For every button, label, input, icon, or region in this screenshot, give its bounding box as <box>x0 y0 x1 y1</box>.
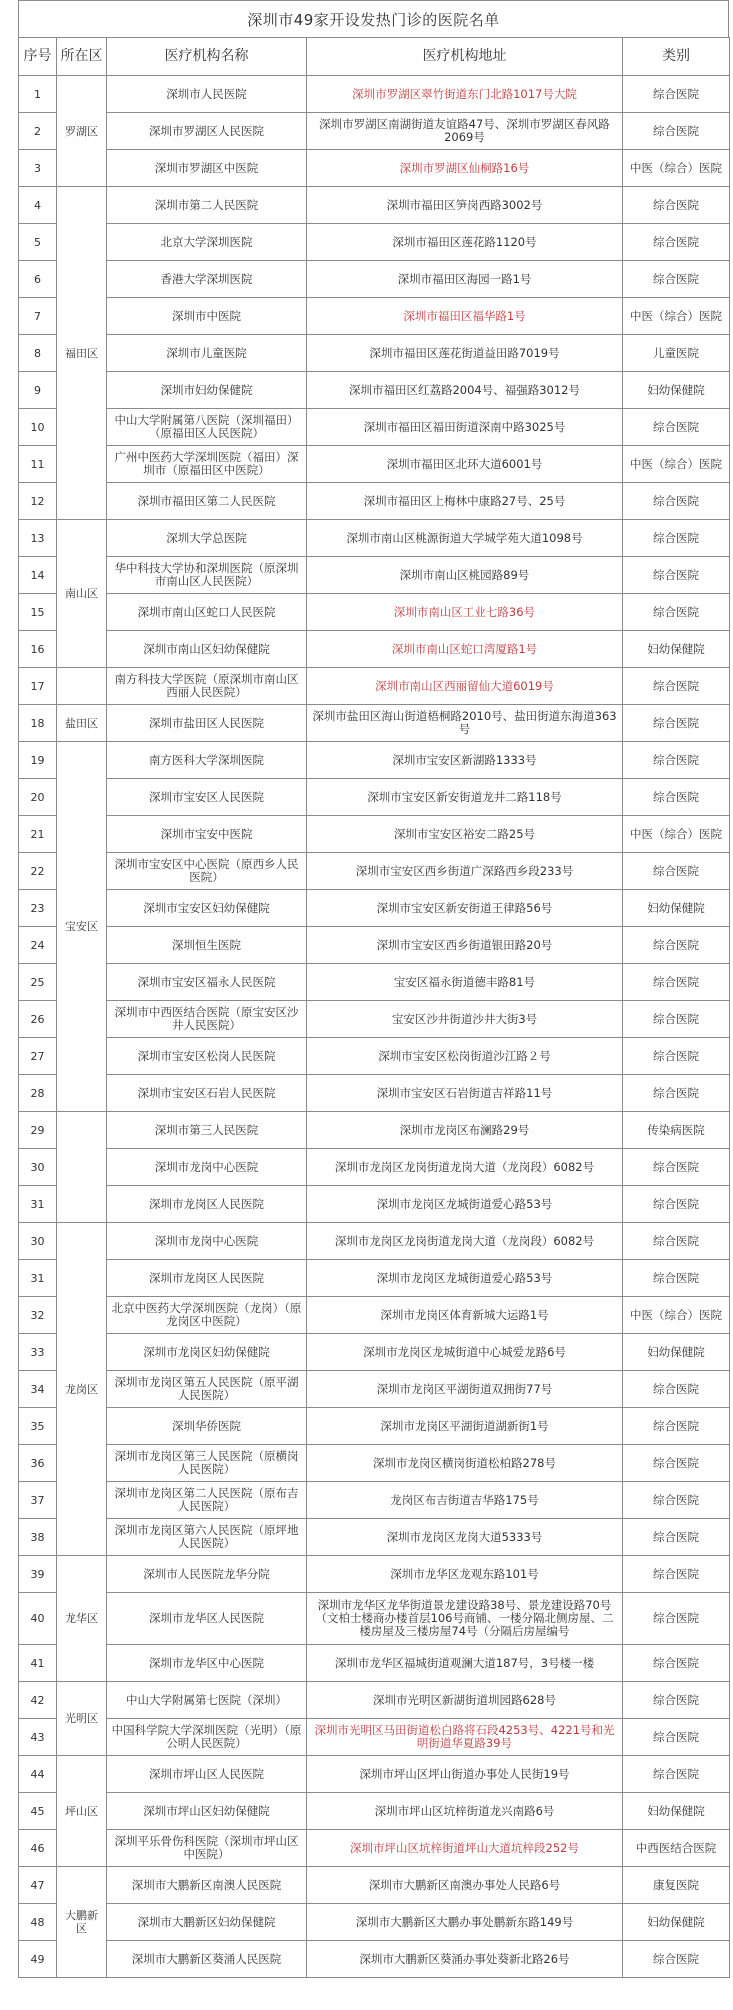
table-row <box>19 742 730 779</box>
table-row <box>19 964 730 1001</box>
cell-category: 综合医院 <box>623 1408 730 1445</box>
cell-hospital-address: 深圳市龙岗区龙城街道爱心路53号 <box>307 1260 623 1297</box>
page-title: 深圳市49家开设发热门诊的医院名单 <box>18 0 729 37</box>
cell-district: 龙华区 <box>57 1556 107 1682</box>
cell-hospital-name: 深圳平乐骨伤科医院（深圳市坪山区中医院） <box>107 1830 307 1867</box>
cell-hospital-address: 深圳市南山区工业七路36号 <box>307 594 623 631</box>
cell-hospital-name: 深圳市宝安区石岩人民医院 <box>107 1075 307 1112</box>
cell-hospital-name: 深圳市坪山区妇幼保健院 <box>107 1793 307 1830</box>
cell-category: 综合医院 <box>623 1001 730 1038</box>
cell-seq: 30 <box>19 1149 57 1186</box>
cell-category: 妇幼保健院 <box>623 890 730 927</box>
cell-category: 综合医院 <box>623 1075 730 1112</box>
cell-hospital-address: 深圳市南山区蛇口湾厦路1号 <box>307 631 623 668</box>
cell-seq: 49 <box>19 1941 57 1978</box>
cell-hospital-address: 深圳市福田区红荔路2004号、福强路3012号 <box>307 372 623 409</box>
cell-hospital-address: 深圳市龙华区福城街道观澜大道187号，3号楼一楼 <box>307 1645 623 1682</box>
cell-seq: 20 <box>19 779 57 816</box>
table-row <box>19 1186 730 1223</box>
table-row <box>19 1297 730 1334</box>
cell-category: 综合医院 <box>623 1756 730 1793</box>
cell-seq: 15 <box>19 594 57 631</box>
cell-category: 综合医院 <box>623 1682 730 1719</box>
cell-hospital-name: 深圳市大鹏新区葵涌人民医院 <box>107 1941 307 1978</box>
cell-category: 妇幼保健院 <box>623 1334 730 1371</box>
cell-district: 龙岗区 <box>57 1223 107 1556</box>
cell-seq: 23 <box>19 890 57 927</box>
table-header-row <box>19 38 730 76</box>
cell-seq: 8 <box>19 335 57 372</box>
cell-hospital-address: 深圳市福田区上梅林中康路27号、25号 <box>307 483 623 520</box>
cell-category: 中医（综合）医院 <box>623 816 730 853</box>
cell-hospital-address: 深圳市宝安区石岩街道吉祥路11号 <box>307 1075 623 1112</box>
cell-hospital-address: 深圳市福田区莲花街道益田路7019号 <box>307 335 623 372</box>
table-row <box>19 1756 730 1793</box>
cell-hospital-address: 深圳市罗湖区翠竹街道东门北路1017号大院 <box>307 76 623 113</box>
cell-seq: 39 <box>19 1556 57 1593</box>
cell-seq: 44 <box>19 1756 57 1793</box>
cell-seq: 36 <box>19 1445 57 1482</box>
cell-category: 综合医院 <box>623 224 730 261</box>
table-row <box>19 1904 730 1941</box>
cell-seq: 11 <box>19 446 57 483</box>
cell-hospital-name: 华中科技大学协和深圳医院（原深圳市南山区人民医院） <box>107 557 307 594</box>
cell-seq: 12 <box>19 483 57 520</box>
cell-category: 综合医院 <box>623 668 730 705</box>
table-row <box>19 853 730 890</box>
cell-hospital-address: 宝安区福永街道德丰路81号 <box>307 964 623 1001</box>
table-row <box>19 1149 730 1186</box>
cell-category: 综合医院 <box>623 76 730 113</box>
cell-hospital-address: 深圳市罗湖区南湖街道友谊路47号、深圳市罗湖区春风路2069号 <box>307 113 623 150</box>
cell-hospital-address: 深圳市宝安区新湖路1333号 <box>307 742 623 779</box>
cell-hospital-name: 深圳市南山区妇幼保健院 <box>107 631 307 668</box>
cell-category: 妇幼保健院 <box>623 1793 730 1830</box>
table-row <box>19 1645 730 1682</box>
cell-hospital-name: 深圳恒生医院 <box>107 927 307 964</box>
table-row <box>19 816 730 853</box>
cell-hospital-address: 深圳市龙岗区平湖街道双拥街77号 <box>307 1371 623 1408</box>
header-seq: 序号 <box>19 38 57 76</box>
table-row <box>19 298 730 335</box>
cell-category: 综合医院 <box>623 1645 730 1682</box>
cell-district: 福田区 <box>57 187 107 520</box>
cell-seq: 22 <box>19 853 57 890</box>
table-row <box>19 446 730 483</box>
cell-seq: 6 <box>19 261 57 298</box>
cell-seq: 27 <box>19 1038 57 1075</box>
cell-hospital-name: 深圳市罗湖区人民医院 <box>107 113 307 150</box>
cell-hospital-name: 香港大学深圳医院 <box>107 261 307 298</box>
cell-hospital-name: 深圳市中医院 <box>107 298 307 335</box>
cell-category: 综合医院 <box>623 261 730 298</box>
table-row <box>19 1334 730 1371</box>
table-row <box>19 1408 730 1445</box>
cell-category: 综合医院 <box>623 1593 730 1645</box>
cell-hospital-name: 深圳市龙岗区第五人民医院（原平湖人民医院） <box>107 1371 307 1408</box>
cell-category: 综合医院 <box>623 113 730 150</box>
cell-hospital-address: 深圳市光明区马田街道松白路将石段4253号、4221号和光明街道华夏路39号 <box>307 1719 623 1756</box>
table-row <box>19 594 730 631</box>
table-row <box>19 483 730 520</box>
cell-hospital-name: 南方科技大学医院（原深圳市南山区西丽人民医院） <box>107 668 307 705</box>
cell-seq: 29 <box>19 1112 57 1149</box>
cell-category: 综合医院 <box>623 705 730 742</box>
cell-seq: 47 <box>19 1867 57 1904</box>
cell-district: 南山区 <box>57 520 107 668</box>
cell-hospital-name: 深圳市龙岗区第三人民医院（原横岗人民医院） <box>107 1445 307 1482</box>
cell-category: 综合医院 <box>623 520 730 557</box>
cell-hospital-name: 深圳市龙岗中心医院 <box>107 1149 307 1186</box>
cell-seq: 28 <box>19 1075 57 1112</box>
cell-hospital-name: 中山大学附属第七医院（深圳） <box>107 1682 307 1719</box>
cell-seq: 32 <box>19 1297 57 1334</box>
table-row <box>19 1830 730 1867</box>
cell-category: 综合医院 <box>623 594 730 631</box>
table-row <box>19 705 730 742</box>
cell-category: 综合医院 <box>623 1556 730 1593</box>
cell-hospital-address: 深圳市龙华区龙观东路101号 <box>307 1556 623 1593</box>
cell-category: 中医（综合）医院 <box>623 150 730 187</box>
cell-hospital-address: 深圳市南山区桃源街道大学城学苑大道1098号 <box>307 520 623 557</box>
cell-hospital-address: 深圳市坪山区坑梓街道龙兴南路6号 <box>307 1793 623 1830</box>
cell-hospital-name: 中国科学院大学深圳医院（光明）（原公明人民医院） <box>107 1719 307 1756</box>
cell-seq: 31 <box>19 1260 57 1297</box>
cell-hospital-address: 深圳市宝安区西乡街道广深路西乡段233号 <box>307 853 623 890</box>
cell-hospital-name: 深圳华侨医院 <box>107 1408 307 1445</box>
table-row <box>19 520 730 557</box>
cell-hospital-name: 北京大学深圳医院 <box>107 224 307 261</box>
cell-seq: 14 <box>19 557 57 594</box>
table-row <box>19 1719 730 1756</box>
cell-hospital-name: 深圳市大鹏新区妇幼保健院 <box>107 1904 307 1941</box>
cell-hospital-address: 深圳市福田区海园一路1号 <box>307 261 623 298</box>
cell-category: 中医（综合）医院 <box>623 446 730 483</box>
cell-category: 综合医院 <box>623 1941 730 1978</box>
table-row <box>19 1223 730 1260</box>
cell-district: 盐田区 <box>57 705 107 742</box>
cell-category: 综合医院 <box>623 483 730 520</box>
cell-hospital-address: 深圳市福田区福田街道深南中路3025号 <box>307 409 623 446</box>
cell-category: 综合医院 <box>623 1149 730 1186</box>
table-row <box>19 409 730 446</box>
cell-hospital-name: 深圳市中西医结合医院（原宝安区沙井人民医院） <box>107 1001 307 1038</box>
cell-hospital-name: 深圳市福田区第二人民医院 <box>107 483 307 520</box>
table-row <box>19 335 730 372</box>
cell-hospital-name: 深圳市宝安区福永人民医院 <box>107 964 307 1001</box>
cell-hospital-address: 深圳市大鹏新区南澳办事处人民路6号 <box>307 1867 623 1904</box>
cell-hospital-address: 深圳市宝安区裕安二路25号 <box>307 816 623 853</box>
cell-seq: 26 <box>19 1001 57 1038</box>
cell-hospital-address: 深圳市龙岗区龙岗街道龙岗大道（龙岗段）6082号 <box>307 1223 623 1260</box>
cell-seq: 33 <box>19 1334 57 1371</box>
cell-hospital-name: 深圳市宝安中医院 <box>107 816 307 853</box>
cell-seq: 45 <box>19 1793 57 1830</box>
table-row <box>19 890 730 927</box>
table-row <box>19 631 730 668</box>
cell-category: 综合医院 <box>623 1371 730 1408</box>
cell-hospital-address: 深圳市盐田区海山街道梧桐路2010号、盐田街道东海道363号 <box>307 705 623 742</box>
table-row <box>19 1371 730 1408</box>
cell-category: 中医（综合）医院 <box>623 1297 730 1334</box>
cell-hospital-address: 深圳市福田区福华路1号 <box>307 298 623 335</box>
cell-hospital-address: 宝安区沙井街道沙井大街3号 <box>307 1001 623 1038</box>
cell-hospital-name: 深圳市第三人民医院 <box>107 1112 307 1149</box>
cell-seq: 30 <box>19 1223 57 1260</box>
cell-hospital-name: 广州中医药大学深圳医院（福田）深圳市（原福田区中医院） <box>107 446 307 483</box>
cell-category: 妇幼保健院 <box>623 631 730 668</box>
cell-seq: 2 <box>19 113 57 150</box>
cell-category: 综合医院 <box>623 1223 730 1260</box>
cell-hospital-address: 深圳市宝安区新安街道龙井二路118号 <box>307 779 623 816</box>
table-row <box>19 372 730 409</box>
header-address: 医疗机构地址 <box>307 38 623 76</box>
cell-hospital-address: 深圳市龙岗区龙城街道中心城爱龙路6号 <box>307 1334 623 1371</box>
cell-hospital-name: 深圳市第二人民医院 <box>107 187 307 224</box>
cell-category: 妇幼保健院 <box>623 1904 730 1941</box>
cell-hospital-name: 深圳市宝安区人民医院 <box>107 779 307 816</box>
table-row <box>19 779 730 816</box>
cell-hospital-name: 深圳市龙岗区第二人民医院（原布吉人民医院） <box>107 1482 307 1519</box>
table-row <box>19 1556 730 1593</box>
cell-hospital-address: 深圳市大鹏新区大鹏办事处鹏新东路149号 <box>307 1904 623 1941</box>
table-row <box>19 1001 730 1038</box>
cell-hospital-address: 深圳市坪山区坑梓街道坪山大道坑梓段252号 <box>307 1830 623 1867</box>
cell-district: 大鹏新区 <box>57 1867 107 1978</box>
table-row <box>19 1867 730 1904</box>
cell-seq: 13 <box>19 520 57 557</box>
cell-hospital-name: 深圳市宝安区松岗人民医院 <box>107 1038 307 1075</box>
cell-hospital-address: 深圳市宝安区松岗街道沙江路２号 <box>307 1038 623 1075</box>
cell-seq: 1 <box>19 76 57 113</box>
cell-hospital-address: 深圳市福田区莲花路1120号 <box>307 224 623 261</box>
cell-seq: 5 <box>19 224 57 261</box>
table-row <box>19 1112 730 1149</box>
cell-hospital-name: 深圳市大鹏新区南澳人民医院 <box>107 1867 307 1904</box>
cell-district: 坪山区 <box>57 1756 107 1867</box>
cell-category: 综合医院 <box>623 1260 730 1297</box>
cell-seq: 10 <box>19 409 57 446</box>
cell-category: 综合医院 <box>623 742 730 779</box>
cell-category: 综合医院 <box>623 557 730 594</box>
cell-category: 中医（综合）医院 <box>623 298 730 335</box>
cell-category: 儿童医院 <box>623 335 730 372</box>
cell-hospital-address: 深圳市龙岗区体育新城大运路1号 <box>307 1297 623 1334</box>
cell-hospital-address: 深圳市大鹏新区葵涌办事处葵新北路26号 <box>307 1941 623 1978</box>
cell-seq: 16 <box>19 631 57 668</box>
cell-hospital-address: 深圳市南山区西丽留仙大道6019号 <box>307 668 623 705</box>
header-name: 医疗机构名称 <box>107 38 307 76</box>
table-row <box>19 1075 730 1112</box>
cell-hospital-address: 深圳市龙岗区平湖街道湖新街1号 <box>307 1408 623 1445</box>
cell-seq: 43 <box>19 1719 57 1756</box>
cell-category: 传染病医院 <box>623 1112 730 1149</box>
cell-category: 综合医院 <box>623 1445 730 1482</box>
cell-seq: 21 <box>19 816 57 853</box>
cell-seq: 42 <box>19 1682 57 1719</box>
cell-hospital-name: 深圳市人民医院龙华分院 <box>107 1556 307 1593</box>
cell-category: 综合医院 <box>623 1482 730 1519</box>
cell-seq: 3 <box>19 150 57 187</box>
cell-hospital-name: 深圳市龙岗区第六人民医院（原坪地人民医院） <box>107 1519 307 1556</box>
cell-district: 光明区 <box>57 1682 107 1756</box>
header-category: 类别 <box>623 38 730 76</box>
cell-category: 综合医院 <box>623 1038 730 1075</box>
table-row <box>19 1593 730 1645</box>
cell-hospital-address: 深圳市龙岗区横岗街道松柏路278号 <box>307 1445 623 1482</box>
cell-seq: 18 <box>19 705 57 742</box>
cell-seq: 37 <box>19 1482 57 1519</box>
cell-hospital-name: 深圳市妇幼保健院 <box>107 372 307 409</box>
table-row <box>19 1519 730 1556</box>
cell-seq: 17 <box>19 668 57 705</box>
cell-hospital-address: 深圳市坪山区坪山街道办事处人民街19号 <box>307 1756 623 1793</box>
cell-category: 综合医院 <box>623 853 730 890</box>
cell-seq: 46 <box>19 1830 57 1867</box>
cell-hospital-name: 深圳市儿童医院 <box>107 335 307 372</box>
table-row <box>19 927 730 964</box>
cell-seq: 41 <box>19 1645 57 1682</box>
cell-category: 妇幼保健院 <box>623 372 730 409</box>
table-row <box>19 1038 730 1075</box>
cell-category: 中西医结合医院 <box>623 1830 730 1867</box>
cell-seq: 19 <box>19 742 57 779</box>
cell-category: 综合医院 <box>623 927 730 964</box>
table-row <box>19 668 730 705</box>
cell-hospital-name: 深圳市盐田区人民医院 <box>107 705 307 742</box>
cell-seq: 31 <box>19 1186 57 1223</box>
table-row <box>19 1682 730 1719</box>
table-row <box>19 1482 730 1519</box>
cell-category: 综合医院 <box>623 779 730 816</box>
cell-hospital-name: 深圳市龙华区中心医院 <box>107 1645 307 1682</box>
cell-category: 综合医院 <box>623 1719 730 1756</box>
cell-district <box>57 668 107 705</box>
cell-hospital-name: 深圳市龙岗区妇幼保健院 <box>107 1334 307 1371</box>
cell-hospital-name: 深圳市宝安区中心医院（原西乡人民医院） <box>107 853 307 890</box>
cell-hospital-name: 深圳市罗湖区中医院 <box>107 150 307 187</box>
cell-category: 综合医院 <box>623 1186 730 1223</box>
table-row <box>19 1445 730 1482</box>
cell-seq: 40 <box>19 1593 57 1645</box>
table-row <box>19 150 730 187</box>
table-row <box>19 1260 730 1297</box>
cell-hospital-name: 南方医科大学深圳医院 <box>107 742 307 779</box>
cell-seq: 24 <box>19 927 57 964</box>
cell-district: 宝安区 <box>57 742 107 1112</box>
cell-seq: 38 <box>19 1519 57 1556</box>
table-row <box>19 76 730 113</box>
cell-seq: 4 <box>19 187 57 224</box>
cell-seq: 9 <box>19 372 57 409</box>
cell-hospital-address: 深圳市宝安区西乡街道银田路20号 <box>307 927 623 964</box>
cell-hospital-address: 深圳市光明区新湖街道圳园路628号 <box>307 1682 623 1719</box>
cell-hospital-name: 深圳市龙岗中心医院 <box>107 1223 307 1260</box>
cell-hospital-name: 深圳市龙岗区人民医院 <box>107 1186 307 1223</box>
table-row <box>19 261 730 298</box>
cell-category: 综合医院 <box>623 964 730 1001</box>
cell-hospital-name: 北京中医药大学深圳医院（龙岗）（原龙岗区中医院） <box>107 1297 307 1334</box>
cell-hospital-address: 深圳市福田区笋岗西路3002号 <box>307 187 623 224</box>
cell-category: 综合医院 <box>623 187 730 224</box>
cell-district <box>57 1112 107 1223</box>
cell-hospital-name: 深圳市南山区蛇口人民医院 <box>107 594 307 631</box>
table-row <box>19 557 730 594</box>
cell-hospital-address: 深圳市龙岗区龙岗街道龙岗大道（龙岗段）6082号 <box>307 1149 623 1186</box>
cell-hospital-name: 深圳市坪山区人民医院 <box>107 1756 307 1793</box>
table-row <box>19 113 730 150</box>
cell-category: 综合医院 <box>623 1519 730 1556</box>
cell-hospital-address: 深圳市宝安区新安街道王律路56号 <box>307 890 623 927</box>
cell-hospital-name: 深圳市宝安区妇幼保健院 <box>107 890 307 927</box>
cell-hospital-address: 深圳市南山区桃园路89号 <box>307 557 623 594</box>
cell-seq: 7 <box>19 298 57 335</box>
cell-category: 综合医院 <box>623 409 730 446</box>
cell-hospital-name: 深圳大学总医院 <box>107 520 307 557</box>
cell-hospital-address: 深圳市龙岗区布澜路29号 <box>307 1112 623 1149</box>
cell-category: 康复医院 <box>623 1867 730 1904</box>
cell-hospital-address: 深圳市福田区北环大道6001号 <box>307 446 623 483</box>
cell-hospital-address: 深圳市罗湖区仙桐路16号 <box>307 150 623 187</box>
cell-district: 罗湖区 <box>57 76 107 187</box>
cell-hospital-address: 龙岗区布吉街道吉华路175号 <box>307 1482 623 1519</box>
cell-hospital-name: 中山大学附属第八医院（深圳福田）（原福田区人民医院） <box>107 409 307 446</box>
table-row <box>19 1793 730 1830</box>
cell-hospital-name: 深圳市人民医院 <box>107 76 307 113</box>
cell-seq: 48 <box>19 1904 57 1941</box>
cell-hospital-name: 深圳市龙岗区人民医院 <box>107 1260 307 1297</box>
cell-hospital-address: 深圳市龙岗区龙岗大道5333号 <box>307 1519 623 1556</box>
hospital-table <box>18 37 730 1978</box>
cell-hospital-address: 深圳市龙华区龙华街道景龙建设路38号、景龙建设路70号（文柏士楼商办楼首层106号商铺、一楼分隔北侧房屋、二楼房屋及三楼房屋74号（分隔后房屋编号 <box>307 1593 623 1645</box>
cell-seq: 25 <box>19 964 57 1001</box>
table-row <box>19 224 730 261</box>
cell-seq: 35 <box>19 1408 57 1445</box>
header-district: 所在区 <box>57 38 107 76</box>
cell-seq: 34 <box>19 1371 57 1408</box>
table-row <box>19 1941 730 1978</box>
cell-hospital-name: 深圳市龙华区人民医院 <box>107 1593 307 1645</box>
table-body <box>19 76 730 1978</box>
table-row <box>19 187 730 224</box>
cell-hospital-address: 深圳市龙岗区龙城街道爱心路53号 <box>307 1186 623 1223</box>
